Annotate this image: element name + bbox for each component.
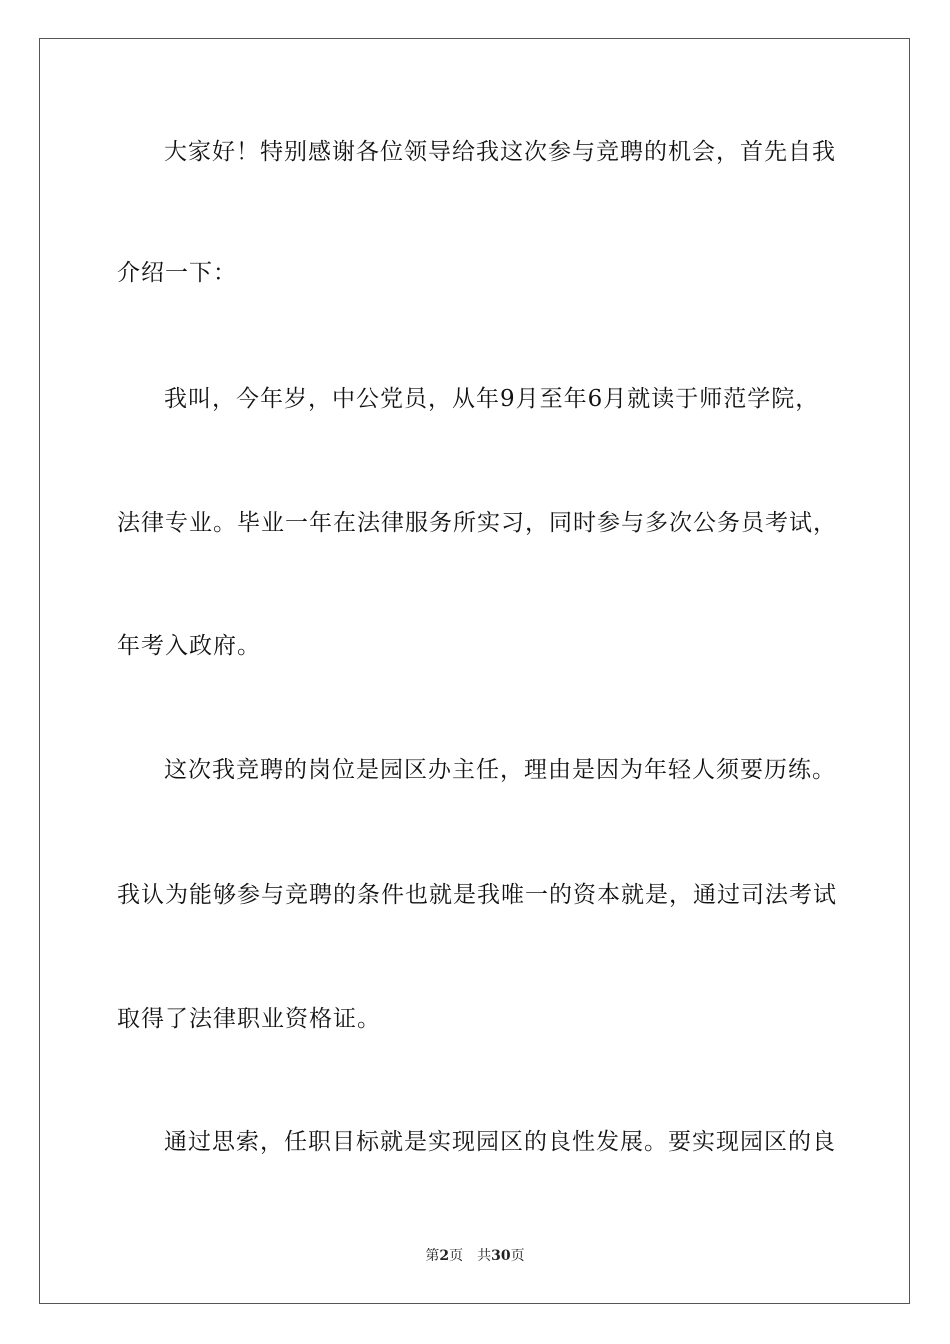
total-unit: 页	[510, 1248, 525, 1264]
paragraph-4-line-1: 通过思索，任职目标就是实现园区的良性发展。要实现园区的良	[164, 1129, 836, 1155]
paragraph-2-line-1: 我叫，今年岁，中公党员，从年9月至年6月就读于师范学院，	[164, 386, 820, 412]
paragraph-1-line-1: 大家好！特别感谢各位领导给我这次参与竞聘的机会，首先自我	[164, 139, 836, 165]
page-footer	[0, 1247, 950, 1265]
paragraph-2-line-2: 法律专业。毕业一年在法律服务所实习，同时参与多次公务员考试，	[117, 510, 837, 536]
paragraph-3-line-2: 我认为能够参与竞聘的条件也就是我唯一的资本就是，通过司法考试	[117, 882, 837, 908]
paragraph-2-line-3: 年考入政府。	[117, 633, 261, 659]
page-unit: 页	[449, 1248, 464, 1264]
paragraph-3-line-3: 取得了法律职业资格证。	[117, 1006, 381, 1032]
page-prefix: 第	[425, 1248, 440, 1264]
paragraph-1-line-2: 介绍一下：	[117, 260, 237, 286]
page-border	[39, 38, 910, 1304]
total-prefix: 共	[477, 1248, 492, 1264]
total-page-number: 30	[491, 1248, 511, 1264]
current-page-number: 2	[439, 1248, 450, 1264]
paragraph-3-line-1: 这次我竞聘的岗位是园区办主任，理由是因为年轻人须要历练。	[164, 757, 836, 783]
